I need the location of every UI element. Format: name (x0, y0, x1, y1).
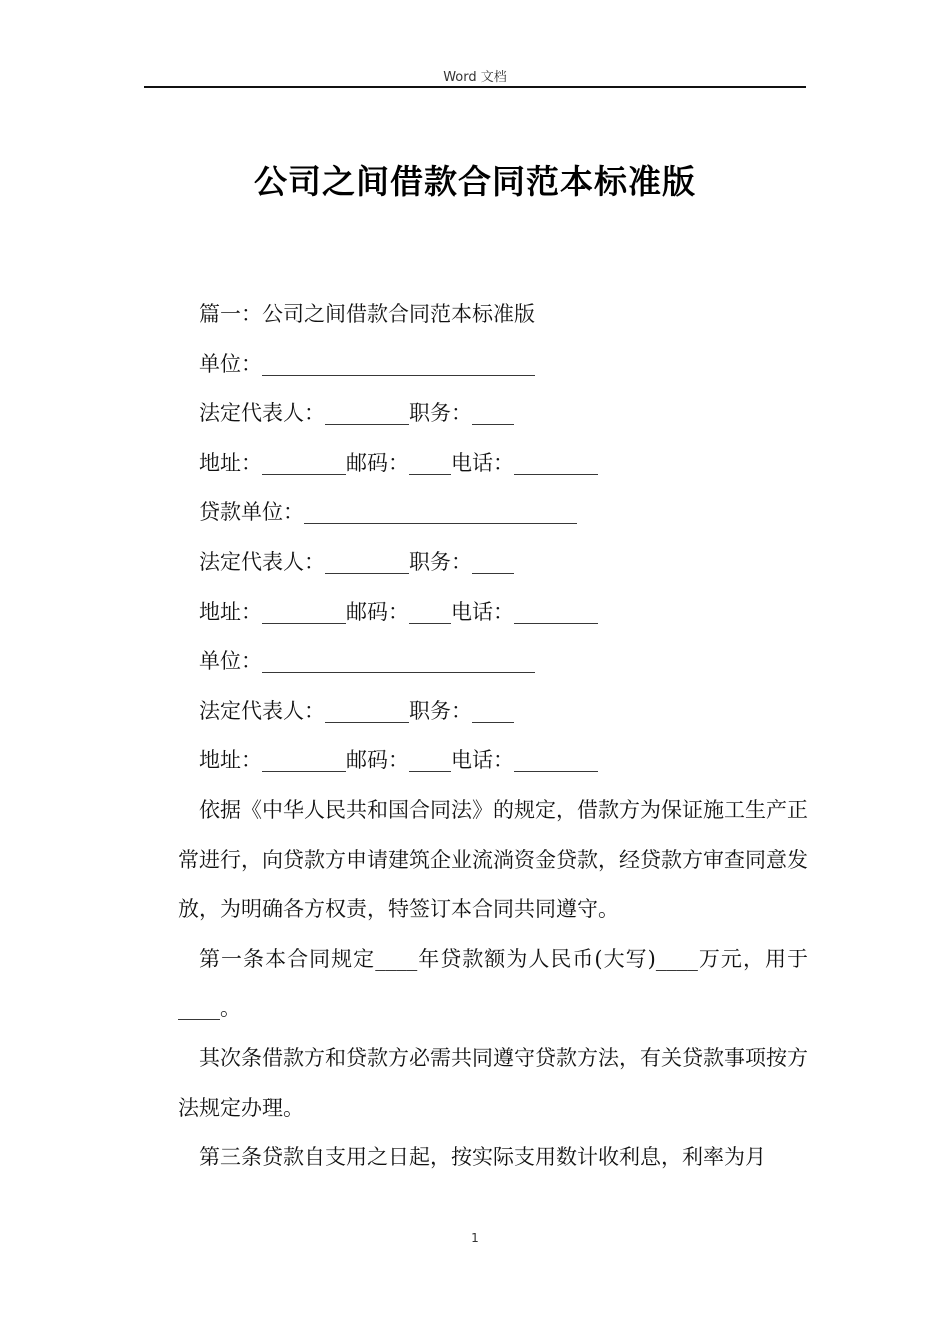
field-line-address: 地址：________邮码：____电话：________ (199, 748, 598, 773)
field-line-representative: 法定代表人：________职务：____ (199, 401, 514, 426)
field-line-lender-unit: 贷款单位：__________________________ (199, 500, 577, 525)
document-title: 公司之间借款合同范本标准版 (254, 162, 696, 201)
page-number: 1 (471, 1231, 479, 1245)
field-line-representative: 法定代表人：________职务：____ (199, 549, 514, 574)
article-paragraph: 第一条本合同规定____年贷款额为人民币(大写)____万元，用于____。 (178, 946, 808, 1021)
document-body (178, 290, 808, 1183)
field-line-address: 地址：________邮码：____电话：________ (199, 450, 598, 475)
field-line-address: 地址：________邮码：____电话：________ (199, 599, 598, 624)
article-paragraph: 其次条借款方和贷款方必需共同遵守贷款方法，有关贷款事项按方法规定办理。 (178, 1045, 808, 1120)
field-line-unit: 单位：__________________________ (199, 649, 535, 674)
header-divider (144, 86, 806, 88)
field-line-unit: 单位：__________________________ (199, 351, 535, 376)
page-header: Word 文档 (443, 70, 507, 85)
field-line-representative: 法定代表人：________职务：____ (199, 698, 514, 723)
body-paragraph: 依据《中华人民共和国合同法》的规定，借款方为保证施工生产正常进行，向贷款方申请建筑企业流淌资金贷款，经贷款方审查同意发放，为明确各方权责，特签订本合同共同遵守。 (178, 797, 808, 922)
section-heading: 篇一：公司之间借款合同范本标准版 (199, 302, 535, 326)
article-paragraph: 第三条贷款自支用之日起，按实际支用数计收利息，利率为月 (199, 1145, 766, 1170)
